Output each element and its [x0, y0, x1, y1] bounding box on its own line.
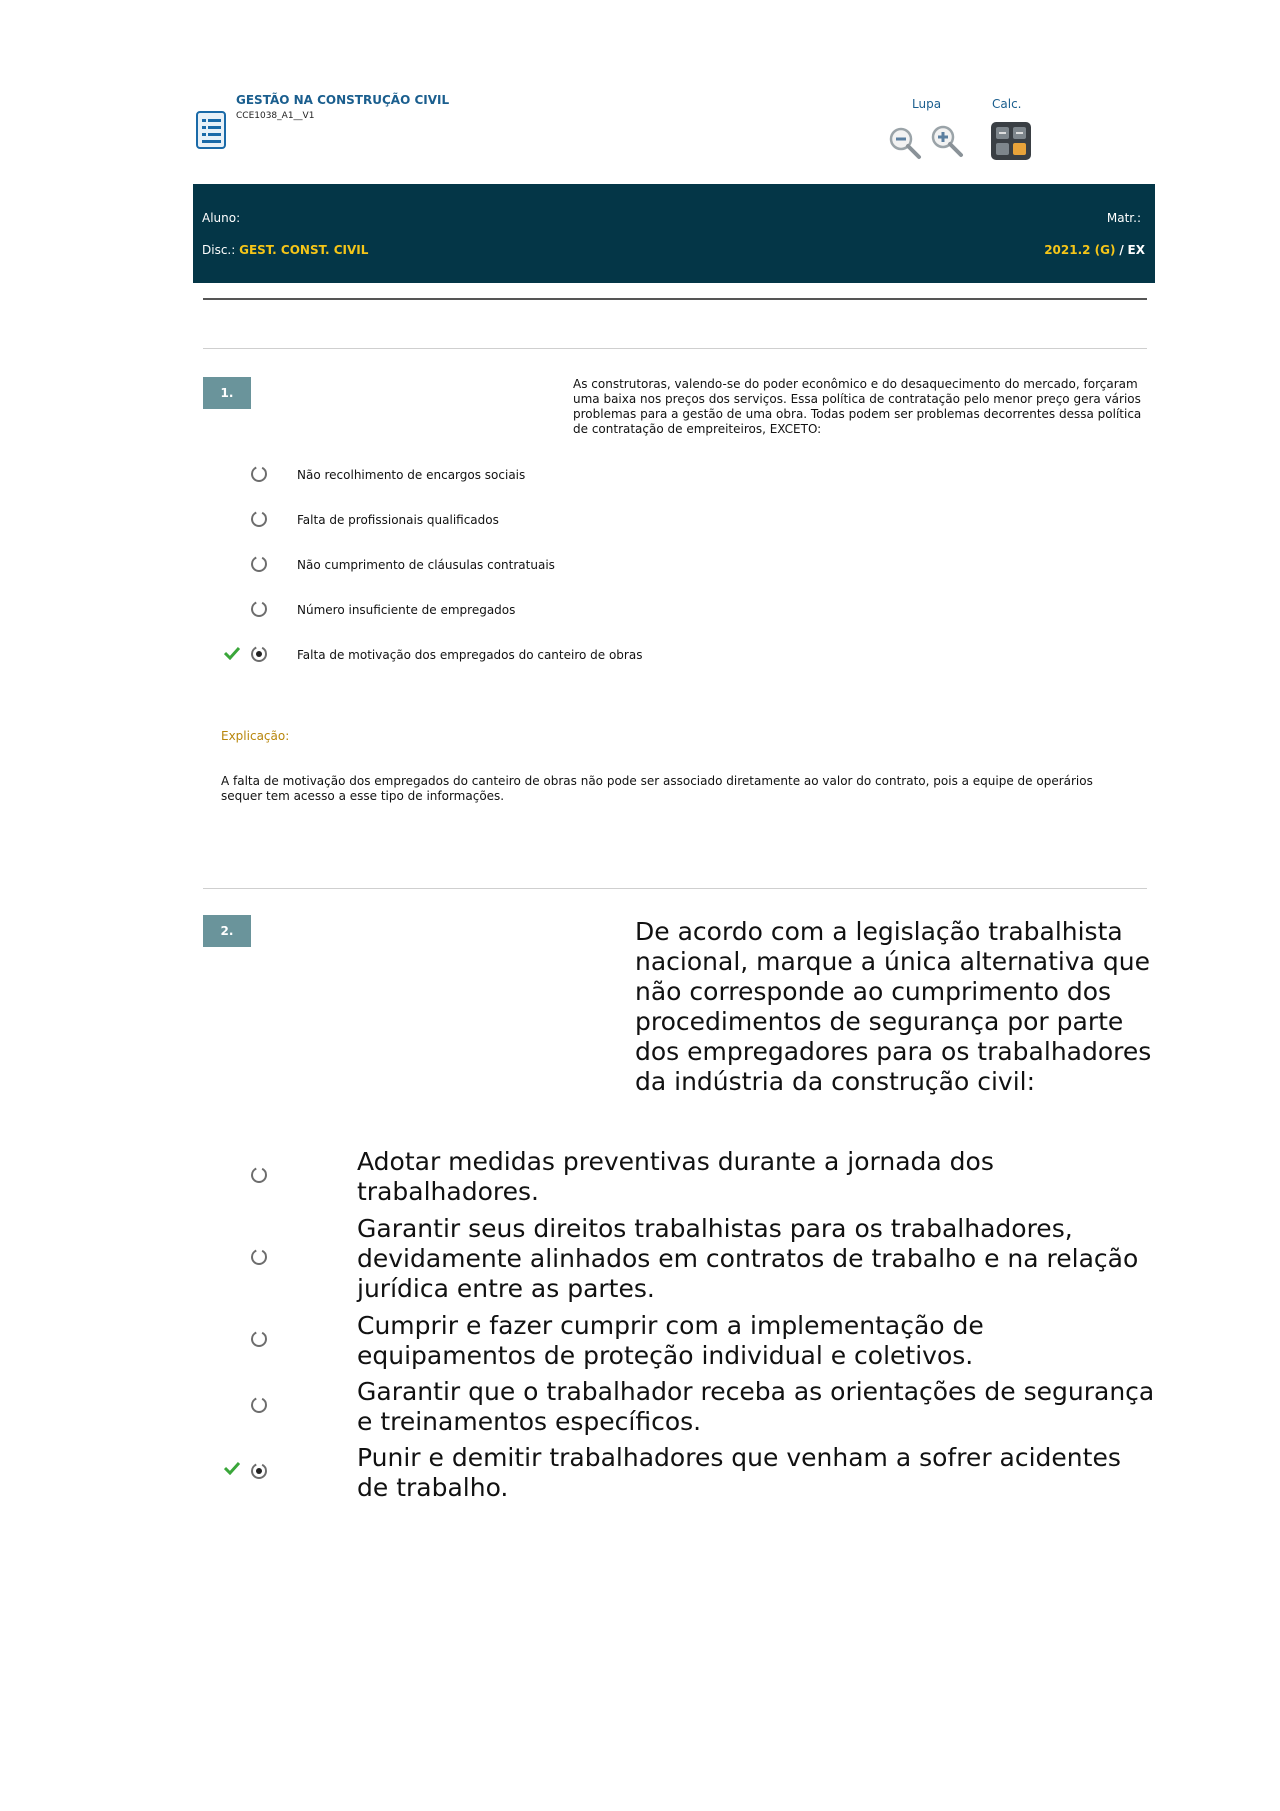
exam-type: EX — [1127, 243, 1145, 257]
document-icon — [196, 111, 228, 151]
radio-icon[interactable] — [250, 1166, 268, 1184]
radio-icon[interactable] — [250, 510, 268, 528]
option-label: Adotar medidas preventivas durante a jornada dos trabalhadores. — [357, 1147, 994, 1206]
calc-label: Calc. — [992, 97, 1022, 111]
question-number: 2. — [203, 915, 251, 947]
period-separator: / — [1119, 243, 1124, 257]
course-title: GESTÃO NA CONSTRUÇÃO CIVIL — [236, 93, 450, 107]
disc-label: Disc.: — [202, 243, 236, 257]
question-text: De acordo com a legislação trabalhista nacional, marque a única alternativa que não corresponde ao cumprimento dos procedimentos de segurança por parte dos empregadores para os trabalhadores da indústria da construção civil: — [635, 917, 1152, 1096]
explanation-text: A falta de motivação dos empregados do canteiro de obras não pode ser associado diretamente ao valor do contrato, pois a equipe de operários sequer tem acesso a esse tipo de informações. — [221, 774, 1093, 803]
matr-label: Matr.: — [1106, 211, 1141, 225]
radio-icon[interactable] — [250, 1330, 268, 1348]
radio-icon[interactable] — [250, 465, 268, 483]
zoom-out-icon[interactable] — [888, 126, 922, 160]
divider — [203, 888, 1147, 889]
checkmark-icon — [224, 645, 240, 659]
divider — [203, 348, 1147, 349]
disc-value: GEST. CONST. CIVIL — [239, 243, 369, 257]
option-label: Garantir seus direitos trabalhistas para os trabalhadores, devidamente alinhados em contratos de trabalho e na relação jurídica entre as partes. — [357, 1214, 1139, 1303]
option-label: Garantir que o trabalhador receba as orientações de segurança e treinamentos específicos. — [357, 1377, 1155, 1436]
option-label: Número insuficiente de empregados — [297, 603, 516, 617]
explanation-label: Explicação: — [221, 729, 290, 743]
option-label: Punir e demitir trabalhadores que venham a sofrer acidentes de trabalho. — [357, 1443, 1121, 1502]
question-text: As construtoras, valendo-se do poder econômico e do desaquecimento do mercado, forçaram uma baixa nos preços dos serviços. Essa política de contratação pelo menor preço gera vários problemas para a gestão de uma obra. Todas podem ser problemas decorrentes dessa política de contratação de empreiteiros, EXCETO: — [573, 377, 1142, 436]
calculator-icon[interactable] — [990, 121, 1032, 161]
discipline — [202, 243, 368, 257]
option-label: Não recolhimento de encargos sociais — [297, 468, 526, 482]
option-label: Não cumprimento de cláusulas contratuais — [297, 558, 555, 572]
lupa-label: Lupa — [912, 97, 942, 111]
radio-icon[interactable] — [250, 1396, 268, 1414]
radio-icon-selected[interactable] — [250, 645, 268, 663]
option-label: Falta de motivação dos empregados do canteiro de obras — [297, 648, 643, 662]
course-code: CCE1038_A1__V1 — [236, 111, 315, 121]
aluno-label: Aluno: — [202, 211, 241, 225]
checkmark-icon — [224, 1460, 240, 1474]
divider — [203, 298, 1147, 300]
option-label: Cumprir e fazer cumprir com a implementação de equipamentos de proteção individual e coletivos. — [357, 1311, 984, 1370]
radio-icon[interactable] — [250, 600, 268, 618]
period-info — [1044, 243, 1145, 257]
radio-icon[interactable] — [250, 1248, 268, 1266]
period-value: 2021.2 (G) — [1044, 243, 1116, 257]
zoom-in-icon[interactable] — [930, 124, 964, 158]
radio-icon[interactable] — [250, 555, 268, 573]
radio-icon-selected[interactable] — [250, 1462, 268, 1480]
question-number: 1. — [203, 377, 251, 409]
student-info-bar — [193, 184, 1155, 283]
option-label: Falta de profissionais qualificados — [297, 513, 499, 527]
